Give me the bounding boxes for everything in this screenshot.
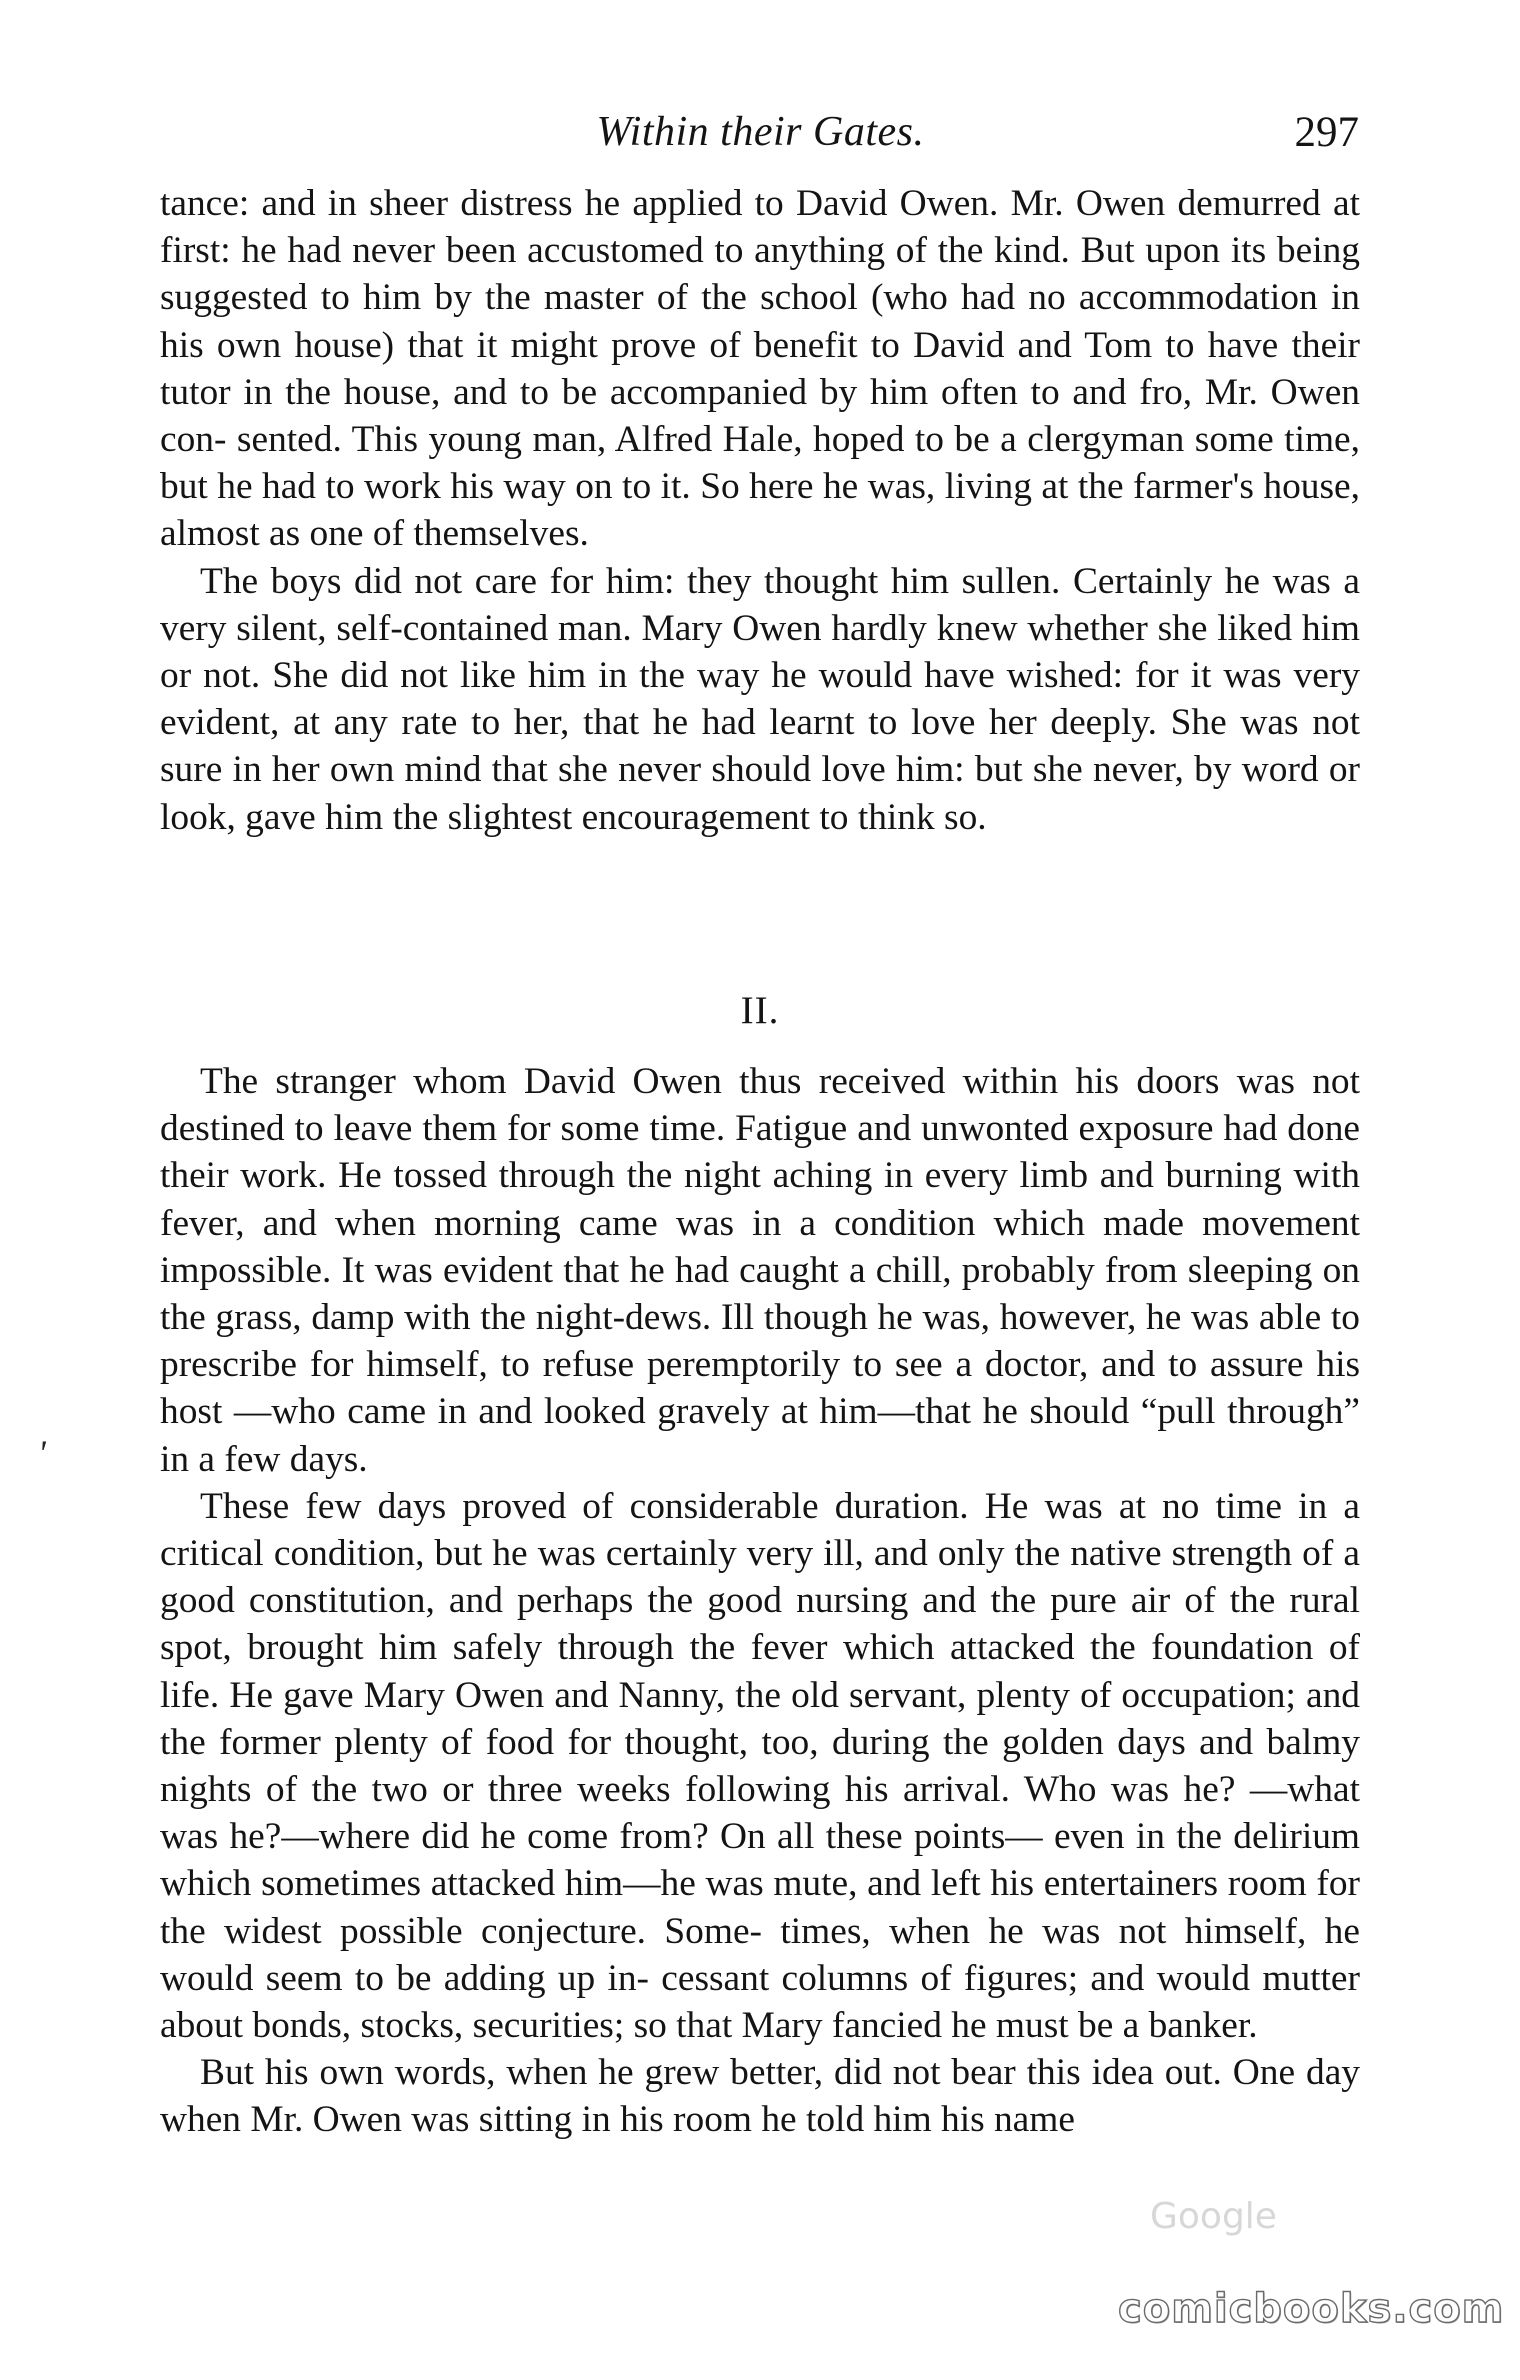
text-line: tance: and in sheer distress he applied to David Owen. Mr. Owen (160, 183, 1166, 224)
text-line: sented. This young man, Alfred Hale, hoped to be a clergyman (236, 419, 1185, 461)
site-watermark: comicbooks.com (1118, 2286, 1505, 2332)
text-line: the fever which attacked the foundation of life. He gave Mary Owen (160, 1627, 1360, 1716)
text-line: —who came in and looked gravely at him—that he should “pull (233, 1391, 1216, 1433)
text-line: would have wished: for it was very evident, at any rate to her, that he (160, 655, 1360, 744)
margin-mark: ' (38, 1433, 46, 1473)
text-line: securities; so that Mary fancied he must be a banker. (472, 2005, 1258, 2047)
text-line: —what was he?—where did he come from? On all these points— (160, 1769, 1360, 1858)
text-line: the native strength of a good constitution, and perhaps the good (160, 1533, 1360, 1622)
text-line: condition which made movement impossible. It was evident that he (160, 1202, 1360, 1291)
running-title: Within their Gates. (596, 109, 925, 155)
paragraph (160, 1483, 1360, 2049)
text-line: whether she liked him or not. She did not like him in the way he (160, 607, 1360, 697)
text-line: had caught a chill, probably from sleeping on the grass, damp with the (160, 1249, 1360, 1339)
text-line: left his entertainers room for the widest possible conjecture. Some- (160, 1863, 1361, 1952)
text-line: the slightest encouragement to think so. (392, 796, 987, 838)
text-line: himself, to refuse peremptorily to see a doctor, and to assure his host (160, 1344, 1361, 1433)
text-block-bottom (160, 1058, 1360, 2144)
text-line: living at the farmer's house, almost as one of themselves. (160, 466, 1360, 555)
page-number: 297 (1294, 109, 1359, 156)
text-line: had learnt to love her deeply. She was not sure in her own mind that (160, 702, 1360, 791)
text-line: even in the delirium which sometimes attacked him—he was mute, and (160, 1816, 1360, 1905)
text-line: kind. But upon its being suggested to him by the master of the (160, 230, 1360, 319)
text-line: school (who had no accommodation in his own house) that it might (160, 277, 1360, 366)
text-line: One day when Mr. Owen was sitting in his room he told him his name (160, 2052, 1360, 2141)
text-line: he was a very silent, self-contained man. Mary Owen hardly knew (160, 560, 1361, 649)
text-line: plenty of food for thought, too, during the golden days and balmy (334, 1721, 1360, 1763)
text-line: prove of benefit to David and Tom to have their tutor in the house, (160, 324, 1361, 413)
text-line: These few days proved of considerable duration. He was at no (200, 1485, 1200, 1527)
paragraph (160, 558, 1360, 841)
paragraph (160, 1058, 1360, 1483)
faint-watermark: Google (1150, 2196, 1277, 2237)
text-line: she never should love him: but she never, by word or look, gave him (160, 749, 1360, 838)
text-line: some time, but he had to work his way on to it. So here he was, (160, 419, 1360, 508)
running-head (162, 108, 1359, 168)
text-line: and to be accompanied by him often to and fro, Mr. Owen con- (160, 371, 1360, 461)
paragraph (160, 2049, 1360, 2143)
text-line: nights of the two or three weeks following his arrival. Who was he? (160, 1769, 1236, 1811)
text-line: demurred at first: he had never been accustomed to anything of the (160, 183, 1360, 272)
text-line: The stranger whom David Owen thus received within his doors was (200, 1061, 1295, 1102)
text-line: But his own words, when he grew better, did not bear this idea out. (200, 2052, 1222, 2094)
text-line: every limb and burning with fever, and when morning came was in a (160, 1155, 1360, 1244)
section-heading: II. (740, 989, 780, 1032)
text-line: and Nanny, the old servant, plenty of occupation; and the former (160, 1674, 1360, 1763)
text-line: not destined to leave them for some time. Fatigue and unwonted (160, 1061, 1360, 1150)
text-line: cessant columns of figures; and would mutter about bonds, stocks, (160, 1957, 1360, 2047)
text-line: exposure had done their work. He tossed through the night aching in (160, 1108, 1360, 1197)
text-line: nursing and the pure air of the rural spot, brought him safely through (160, 1580, 1360, 1669)
paragraph (160, 180, 1360, 558)
text-block-top (160, 180, 1360, 841)
text-line: through” in a few days. (160, 1391, 1360, 1480)
text-line: times, when he was not himself, he would seem to be adding up in- (160, 1910, 1360, 1999)
text-line: night-dews. Ill though he was, however, he was able to prescribe for (160, 1297, 1360, 1386)
text-line: The boys did not care for him: they thought him sullen. Certainly (200, 560, 1213, 602)
text-line: time in a critical condition, but he was certainly very ill, and only (160, 1485, 1360, 1575)
